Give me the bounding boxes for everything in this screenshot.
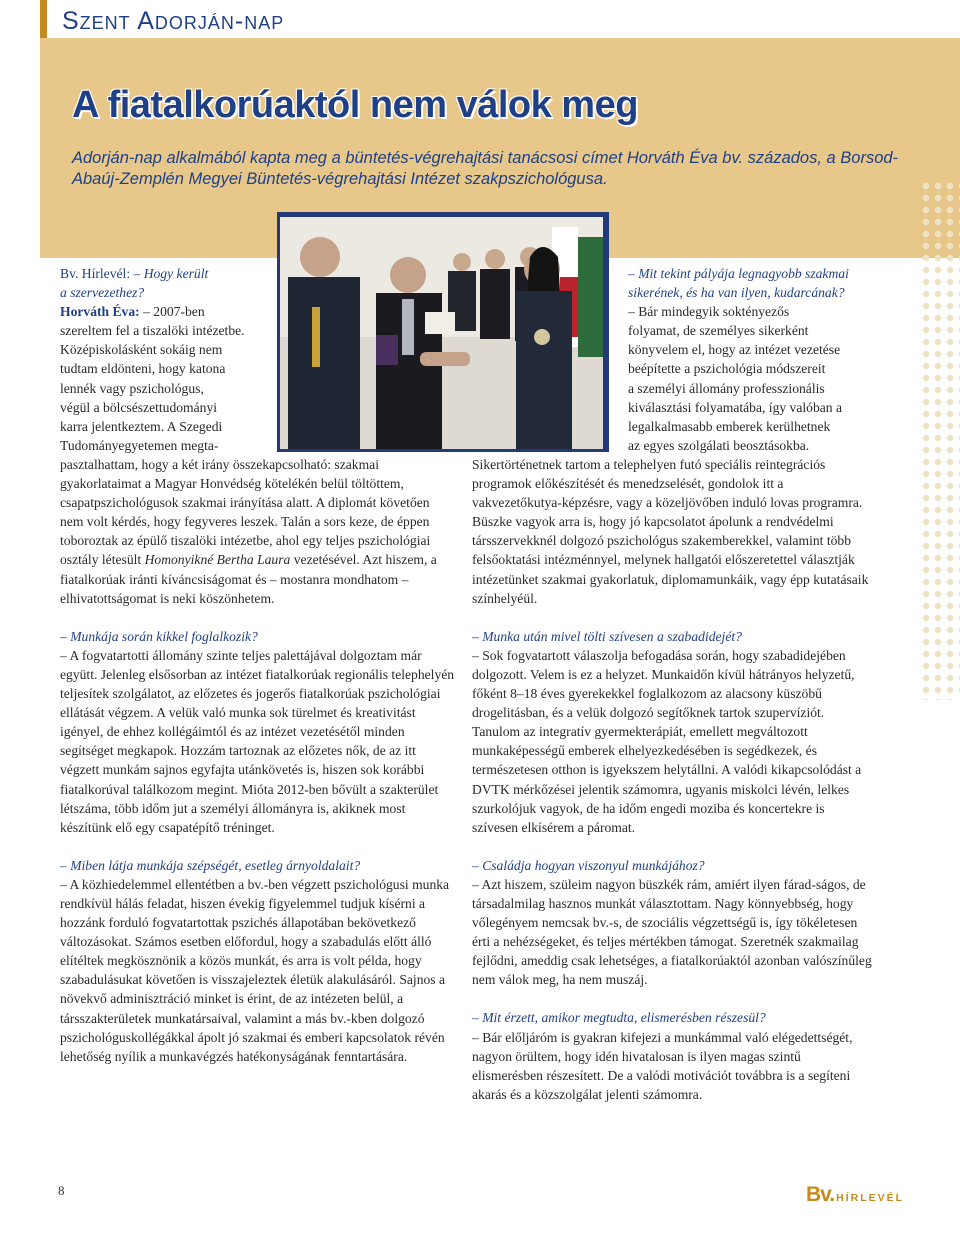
answer-success-continued: Sikertörténetnek tartom a telephelyen futó speciális reintegrációs programok előkészítését és menedzselését, gondolok itt a vakvezetőkutya-képzésre, vagy a közeljövőben induló lovas programra. Büszke vagyok arra is, hogy jó kapcsolatot ápolunk a rendvédelmi társszervekknél dolgozó pszichológus szakemberekkel, valamint több felsőoktatási intézménnyel, melynek hallgatói előszeretettel választják intézetünket szakmai gyakorlatuk, diplomamunkáik, vagy épp kutatásaik színhelyéül. [472, 457, 869, 606]
success-line: kiválasztási folyamatába, így valóban a [628, 399, 843, 415]
question-work: – Munkája során kikkel foglalkozik? [60, 628, 258, 644]
award-ceremony-photo [280, 217, 603, 449]
decorative-dot-pattern [920, 180, 960, 700]
intro-question-line-2: a szervezethez? [60, 285, 145, 301]
intro-line: Tudományegyetemen megta- [60, 437, 219, 453]
question-free-time: – Munka után mivel tölti szívesen a szabadidejét? [472, 628, 742, 644]
left-column [60, 455, 455, 1066]
intro-line: karra jelentkeztem. A Szegedi [60, 418, 223, 434]
article-lead: Adorján-nap alkalmából kapta meg a büntetés-végrehajtási tanácsosi címet Horváth Éva bv. százados, a Borsod-Abaúj-Zemplén Megyei Büntetés-végrehajtási Intézet szakpszichológusa. [72, 149, 899, 188]
success-line: könyvelem el, hogy az intézet vezetése [628, 342, 841, 358]
section-header [0, 0, 960, 38]
answer-award: – Bár előljáróm is gyakran kifejezi a munkámmal való elégedettségét, nagyon örültem, hogy idén hivatalosan is ilyen magas szintű elismerésben részesített. De a valódi motivációt továbbra is a segíteni akarás és a közszolgálat jelenti számomra. [472, 1029, 853, 1102]
intro-line: Középiskolásként sokáig nem [60, 342, 223, 358]
logo-bv: Bv. [806, 1183, 835, 1206]
intro-line: végül a bölcsészettudományi [60, 399, 218, 415]
bv-hirlevel-logo [806, 1183, 904, 1207]
answer-beauty: – A közhiedelemmel ellentétben a bv.-ben végzett pszichológusi munka rendkívül hálás feladat, hiszen évekig figyelemmel tudjuk kísérni a hozzánk forduló fogvatartottak pszichés állapotában bekövetkező változásokat. Számos esetben előfordul, hogy a szabadulás előtt álló elítéltek megkösznönik a közös munkát, és arra is volt példa, hogy szabadulásukat követően is visszajeleztek életük alakulásáról. Sajnos a növekvő adminisztráció minket is érint, de az intézeten belül, a társszakterületek munkatársaival, valamint a más bv.-kben dolgozó pszichológuskollégákkal ápolt jó szakmai és emberi kapcsolatok révén lehetőség nyílik a munkavégzés hatékonyságának fenntartására. [60, 876, 450, 1064]
right-column [472, 455, 872, 1104]
intro-continued-text: pasztalhattam, hogy a két irány összekapcsolható: szakmai gyakorlataimat a Magyar Honvédség kötelékén belül töltöttem, csapatpszichológusok szakmai irányítása alatt. A diplomát követően nem volt kérdés, hogy fegyveres leszek. Talán a sors keze, de éppen toboroztak az épülő tiszalöki intézetbe, ahol egy teljes pszichológiai osztály létesült [60, 457, 431, 568]
success-line: folyamat, de személyes sikerként [628, 323, 809, 339]
success-line: legalkalmasabb emberek kerülhetnek [628, 418, 831, 434]
intro-question-line-1: – Hogy került [133, 266, 209, 281]
logo-hirlevel: HÍRLEVÉL [836, 1192, 905, 1204]
question-success-line-1: – Mit tekint pályája legnagyobb szakmai [628, 266, 849, 281]
answer-work: – A fogvatartotti állomány szinte teljes palettájával dolgoztam már együtt. Jelenleg elsősorban az intézet fiatalkorúak regionális telephelyén teljesítek szolgálatot, az előzetes és jogerős fiatalkorúak pszichológiai ellátását végzem. A velük való munka sok türelmet és kreativitást igényel, de ehhez kollégáimtól és az intézet vezetésétől minden segítséget megkapok. Hozzám tartoznak az előzetes nők, de az itt végzett munkám sajnos egyfajta utánkövetés is, hiszen sok korábbi fiatalkorúval találkozom megint. Mióta 2012-ben bővült a szakterület létszáma, több időm jut a személyi állományra is, akiknek most készítünk elő egy csapatépítő tréninget. [60, 647, 455, 835]
answer-family: – Azt hiszem, szüleim nagyon büszkék rám, amiért ilyen fárad-ságos, de társadalmilag hasznos munkát választottam. Nagy könnyebbség, hogy vőlegényem nemcsak bv.-s, de szociális végzettségű is, így tökéletesen érti a nehézségeket, és teljes mértékben támogat. Szeretnék szakmailag fejlődni, ameddig csak lehetséges, a fiatalkorúaktól azonban valószínűleg nem válok meg, ha nem muszáj. [472, 876, 872, 988]
interviewer-label: Bv. Hírlevél: [60, 266, 131, 281]
question-beauty: – Miben látja munkája szépségét, esetleg árnyoldalait? [60, 857, 361, 873]
section-accent-bar [40, 0, 47, 38]
intro-line: szereltem fel a tiszalöki intézetbe. [60, 323, 245, 339]
success-line: a személyi állomány professzionális [628, 380, 825, 396]
mentor-name: Homonyikné Bertha Laura [144, 552, 291, 568]
right-narrow-column [628, 264, 873, 455]
success-line: beépítette a pszichológia módszereit [628, 361, 826, 377]
page-number: 8 [58, 1183, 65, 1198]
question-success-line-2: sikerének, és ha van ilyen, kudarcának? [628, 285, 845, 301]
success-line: az egyes szolgálati beosztásokba. [628, 437, 810, 453]
answer-free-time: – Sok fogvatartott válaszolja befogadása során, hogy szabadidejében dolgozott. Velem is ez a helyzet. Munkaidőn kívül hátrányos helyzetű, főként 8–18 éves gyerekekkel foglalkozom az alacsony küszöbű drogelitásban, és a velük dolgozó segítőknek tartok szupervíziót. Tanulom az integratív gyermekterápiát, emellett megváltozott munkaképességű emberek elhelyezkedésében is segédkezek, és természetesen otthon is igyekszem helytállni. A valódi kikapcsolódást a DVTK mérkőzései jelentik számomra, ugyanis miskolci lévén, lelkes szurkolójuk vagyok, de ha időm engedi moziba és koncertekre is szívesen elkísérem a páromat. [472, 647, 862, 835]
question-award: – Mit érzett, amikor megtudta, elismerésben részesül? [472, 1010, 766, 1026]
success-line: – Bár mindegyik soktényezős [628, 304, 790, 320]
ceremony-photo-illustration [280, 217, 603, 449]
section-title: Szent Adorján-nap [62, 7, 285, 35]
intro-line: tudtam eldönteni, hogy katona [60, 361, 226, 377]
intro-answer-start: – 2007-ben [143, 304, 205, 320]
intro-line: lennék vagy pszichológus, [60, 380, 204, 396]
interviewee-label: Horváth Éva: [60, 304, 140, 320]
intro-continued-paragraph [60, 455, 455, 608]
intro-narrow-column [60, 264, 272, 455]
intro-continued-end: vezetésével. Azt hiszem, a fiatalkorúak iránti kíváncsiságomat és – mostanra mondhatom – elhivatottságomat is neki köszönhetem. [60, 552, 437, 606]
question-family: – Családja hogyan viszonyul munkájához? [472, 857, 705, 873]
article-headline: A fiatalkorúaktól nem válok meg [72, 84, 638, 126]
